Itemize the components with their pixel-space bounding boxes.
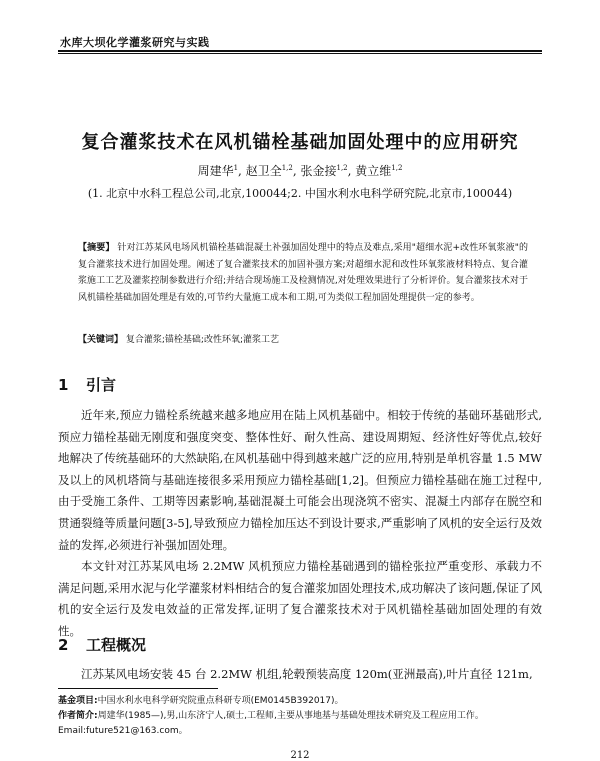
section-number: 1 (58, 376, 69, 394)
author-name: 张金接 (300, 164, 337, 178)
abstract-text: 针对江苏某风电场风机锚栓基础混凝土补强加固处理中的特点及难点,采用"超细水泥+改性环氧浆液"的复合灌浆技术进行加固处理。阐述了复合灌浆技术的加固补强方案;对超细水泥和改性环氧浆液材料特点、复合灌浆施工工艺及灌浆控制参数进行介绍;并结合现场施工及检测情况,对处理效果进行了分析评价。复合灌浆技术对于风机锚栓基础加固处理是有效的,可节约大量施工成本和工期,可为类似工程加固处理提供一定的参考。 (78, 243, 528, 303)
section-number: 2 (58, 636, 69, 654)
section-heading-project-overview (58, 634, 146, 655)
footnote-text: 中国水利水电科学研究院重点科研专项(EM0145B392017)。 (97, 696, 344, 706)
body-paragraph: 江苏某风电场安装 45 台 2.2MW 机组,轮毂预装高度 120m(亚洲最高),叶片直径 121m, (81, 667, 533, 681)
keywords-text: 复合灌浆;锚栓基础;改性环氧;灌浆工艺 (125, 335, 279, 345)
section-title: 工程概况 (86, 636, 147, 654)
author-name: 周建华 (197, 164, 234, 178)
header-rule-thin (58, 53, 542, 54)
author-list: 周建华$^1$, 赵卫全$^{1,2}$, 张金接$^{1,2}$, 黄立维$^{1,2}$ (197, 164, 403, 178)
article-title: 复合灌浆技术在风机锚栓基础加固处理中的应用研究 (81, 132, 519, 153)
footnote-rule (58, 688, 218, 689)
abstract (78, 240, 528, 306)
body-paragraph: 本文针对江苏某风电场 2.2MW 风机预应力锚栓基础遇到的锚栓张拉严重变形、承载力不满足问题,采用水泥与化学灌浆材料相结合的复合灌浆加固处理技术,成功解决了该问题,保证了风机的安全运行及发电效益的正常发挥,证明了复合灌浆技术对于风机锚栓基础加固处理的有效性。 (58, 559, 542, 638)
footnote-author-bio (58, 709, 542, 739)
header-rule (58, 50, 542, 52)
author-name: 黄立维 (355, 164, 392, 178)
author-affil-mark: 1,2 (336, 164, 348, 172)
journal-running-header: 水库大坝化学灌浆研究与实践 (60, 36, 210, 49)
footnote-funding (58, 694, 542, 709)
author-affil-mark: 1,2 (391, 164, 403, 172)
section-body-introduction (58, 405, 542, 643)
keywords (78, 332, 528, 345)
author-affiliation: (1. 北京中水科工程总公司,北京,100044;2. 中国水利水电科学研究院,北京市,100044) (87, 187, 513, 200)
author-affil-mark: 1 (233, 164, 239, 172)
keywords-label: 【关键词】 (78, 335, 124, 345)
author-affil-mark: 1,2 (281, 164, 293, 172)
footnote-text: 周建华(1985—),男,山东济宁人,硕士,工程师,主要从事地基与基础处理技术研究及工程应用工作。Email:future521@163.com。 (58, 711, 484, 736)
footnote-label: 基金项目: (58, 696, 98, 706)
page-number: 212 (290, 750, 310, 761)
footnote-label: 作者简介: (58, 711, 98, 721)
section-title: 引言 (86, 376, 117, 394)
author-name: 赵卫全 (245, 164, 282, 178)
abstract-label: 【摘要】 (78, 243, 115, 253)
section-body-project-overview (58, 664, 542, 686)
footnotes (58, 694, 542, 739)
section-heading-introduction (58, 374, 116, 395)
body-paragraph: 近年来,预应力锚栓系统越来越多地应用在陆上风机基础中。相较于传统的基础环基础形式,预应力锚栓基础无刚度和强度突变、整体性好、耐久性高、建设周期短、经济性好等优点,较好地解决了传统基础环的大然缺陷,在风机基础中得到越来越广泛的应用,特别是单机容量 1.5 MW 及以上的风机塔筒与基础连接很多采用预应力锚栓基础[1,2]。但预应力锚栓基础在施工过程中,由于受施工条件、工期等因素影响,基础混凝土可能会出现浇筑不密实、混凝土内部存在脱空和贯通裂缝等质量问题[3-5],导致预应力锚栓加压达不到设计要求,严重影响了风机的安全运行及效益的发挥,必须进行补强加固处理。 (58, 408, 542, 552)
